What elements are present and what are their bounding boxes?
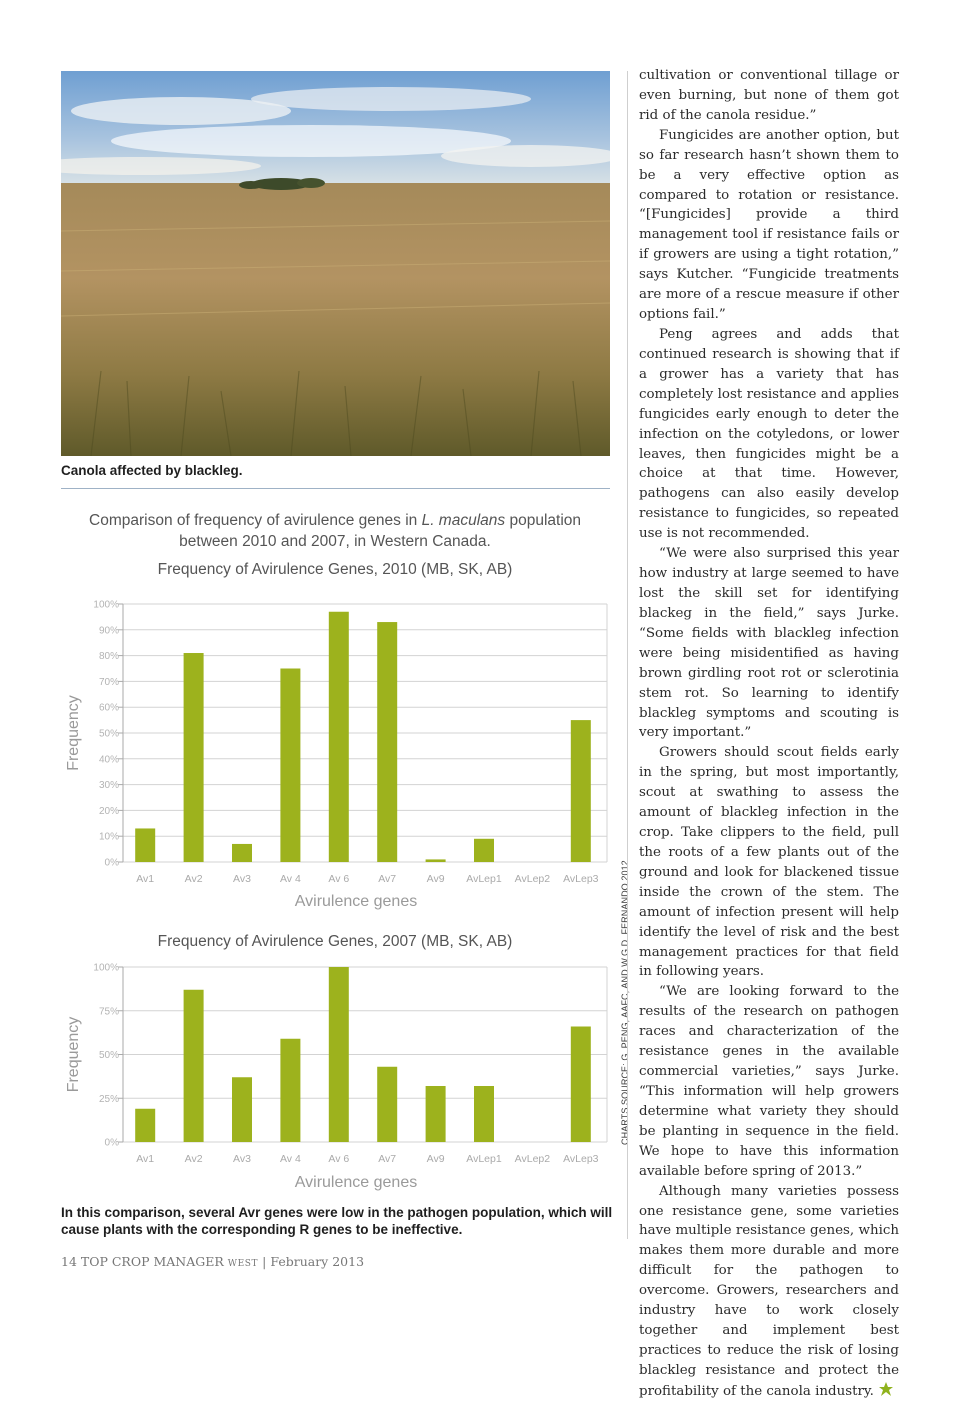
y-tick-label: 75%	[98, 1006, 119, 1018]
bar-av7	[377, 1067, 397, 1142]
article-paragraph: “We were also surprised this year how industry at large seemed to have lost the skill set for identifying blackeg in the field,” says Jurke. “Some fields with blackleg infection were being misidentified as having brown girdling root rot or sclerotinia stem rot. So learning to identify blackleg symptoms and scouting is very important.”	[639, 546, 899, 741]
bar-avlep1	[474, 1086, 494, 1142]
x-axis-label: Avirulence genes	[294, 893, 418, 910]
x-tick-label: Av9	[426, 1153, 445, 1165]
x-tick-label: AvLep3	[563, 1153, 599, 1165]
chart-2010	[65, 561, 607, 910]
chart-title: Frequency of Avirulence Genes, 2010 (MB, SK, AB)	[157, 561, 513, 578]
bar-av9	[426, 1086, 446, 1142]
x-axis-label: Avirulence genes	[294, 1174, 418, 1191]
y-tick-label: 90%	[98, 625, 119, 637]
magazine-name: TOP CROP MANAGER	[80, 1254, 224, 1269]
x-tick-label: Av2	[184, 873, 203, 885]
y-tick-label: 0%	[104, 1137, 119, 1149]
photo-caption: Canola affected by blackleg.	[61, 463, 243, 478]
bar-avlep3	[571, 1027, 591, 1143]
y-tick-label: 100%	[93, 962, 119, 974]
y-tick-label: 50%	[98, 728, 119, 740]
y-tick-label: 25%	[98, 1093, 119, 1105]
y-tick-label: 70%	[98, 676, 119, 688]
article-paragraph: Growers should scout fields early in the spring, but most importantly, scout at swathing to assess the amount of blackleg infection in the crop. Take clippers to the field, pull the roots of a few plants out of the ground and look for blackened tissue inside the crown of the stem. The amount of infection present will help identify the level of risk and the best management practices for that field in following years.	[639, 745, 899, 980]
x-tick-label: Av3	[233, 873, 251, 885]
y-tick-label: 100%	[93, 599, 119, 611]
bar-av9	[426, 859, 446, 862]
bar-avlep1	[474, 839, 494, 862]
magazine-edition: WEST	[227, 1259, 259, 1269]
bar-av3	[232, 1077, 252, 1142]
column-divider	[627, 71, 628, 1239]
charts-intro-line2: between 2010 and 2007, in Western Canada.	[179, 533, 491, 550]
charts-source: CHARTS SOURCE: G. PENG, AAFC, AND W.G.D. FERNANDO 2012.	[620, 857, 630, 1145]
x-tick-label: AvLep1	[466, 1153, 502, 1165]
page-number: 14	[61, 1254, 77, 1269]
leaf-end-icon	[878, 1381, 894, 1397]
article-paragraph: Fungicides are another option, but so far research hasn’t shown them to be a very effective option as compared to rotation or resistance. “[Fungicides] provide a third management tool if resistance fails or if growers are using a tight rotation,” says Kutcher. “Fungicide treatments are more of a rescue measure if other options fail.”	[639, 127, 899, 323]
caption-divider	[61, 488, 610, 489]
y-axis-label: Frequency	[65, 1016, 82, 1093]
bar-av4	[280, 669, 300, 863]
article-paragraph: cultivation or conventional tillage or even burning, but none of them got rid of the canola residue.”	[639, 68, 899, 123]
x-tick-label: Av2	[184, 1153, 203, 1165]
x-tick-label: AvLep2	[514, 873, 551, 885]
bar-av2	[184, 990, 204, 1142]
bar-av1	[135, 1109, 155, 1142]
x-tick-label: Av 4	[279, 1153, 301, 1165]
x-tick-label: AvLep1	[466, 873, 502, 885]
bar-av7	[377, 622, 397, 862]
x-tick-label: AvLep3	[563, 873, 599, 885]
y-tick-label: 60%	[98, 702, 119, 714]
chart-title: Frequency of Avirulence Genes, 2007 (MB, SK, AB)	[157, 933, 513, 950]
y-tick-label: 30%	[98, 780, 119, 792]
article-paragraph: “We are looking forward to the results of the research on pathogen races and characterization of the resistance genes in the available commercial varieties,” says Jurke. “This information will help growers determine what variety they should be planting in sequence in the field. We hope to have this information available before spring of 2013.”	[639, 984, 899, 1179]
y-tick-label: 10%	[98, 831, 119, 843]
x-tick-label: Av9	[426, 873, 445, 885]
x-tick-label: Av7	[378, 873, 397, 885]
x-tick-label: Av3	[233, 1153, 251, 1165]
page-footer	[61, 1254, 364, 1269]
footer-separator: |	[262, 1254, 267, 1269]
comparison-caption: In this comparison, several Avr genes were low in the pathogen population, which will cause plants with the corresponding R genes to be ineffective.	[61, 1205, 613, 1237]
x-tick-label: Av1	[136, 873, 155, 885]
charts-panel	[30, 500, 630, 1200]
x-tick-label: Av 6	[328, 1153, 350, 1165]
y-tick-label: 80%	[98, 651, 119, 663]
avirulence-charts	[30, 500, 630, 1200]
article-paragraph	[639, 1182, 899, 1402]
y-tick-label: 20%	[98, 805, 119, 817]
bar-avlep3	[571, 720, 591, 862]
x-tick-label: Av1	[136, 1153, 155, 1165]
x-tick-label: AvLep2	[514, 1153, 551, 1165]
bar-av2	[184, 653, 204, 862]
bar-av6	[329, 612, 349, 862]
article-paragraph-text: Although many varieties possess one resistance gene, some varieties have multiple resistance genes, which makes them more durable and more difficult for the pathogen to overcome. Growers, researchers and industry have to work closely together and implement best practices to reduce the risk of losing blackleg resistance and protect the profitability of the canola industry.	[639, 1183, 899, 1399]
issue-date: February 2013	[270, 1254, 365, 1269]
canola-field-photo	[61, 71, 610, 456]
bar-av6	[329, 967, 349, 1142]
y-tick-label: 0%	[104, 857, 119, 869]
bar-av1	[135, 828, 155, 862]
bar-av3	[232, 844, 252, 862]
y-tick-label: 50%	[98, 1050, 119, 1061]
x-tick-label: Av 4	[279, 873, 301, 885]
article-paragraph: Peng agrees and adds that continued research is showing that if a grower has a variety that has completely lost resistance and applies fungicides early enough to deter the infection on the cotyledons, or lower leaves, then fungicides might be a choice at that time. However, pathogens can also easily develop resistance to fungicides, so repeated use is not recommended.	[639, 326, 899, 542]
charts-intro-line1: Comparison of frequency of avirulence genes in L. maculans population	[89, 512, 581, 529]
chart-2007	[65, 933, 607, 1191]
bar-av4	[280, 1039, 300, 1142]
x-tick-label: Av 6	[328, 873, 350, 885]
y-axis-label: Frequency	[65, 695, 82, 771]
y-tick-label: 40%	[98, 754, 119, 766]
article-column	[639, 66, 899, 1402]
x-tick-label: Av7	[378, 1153, 397, 1165]
